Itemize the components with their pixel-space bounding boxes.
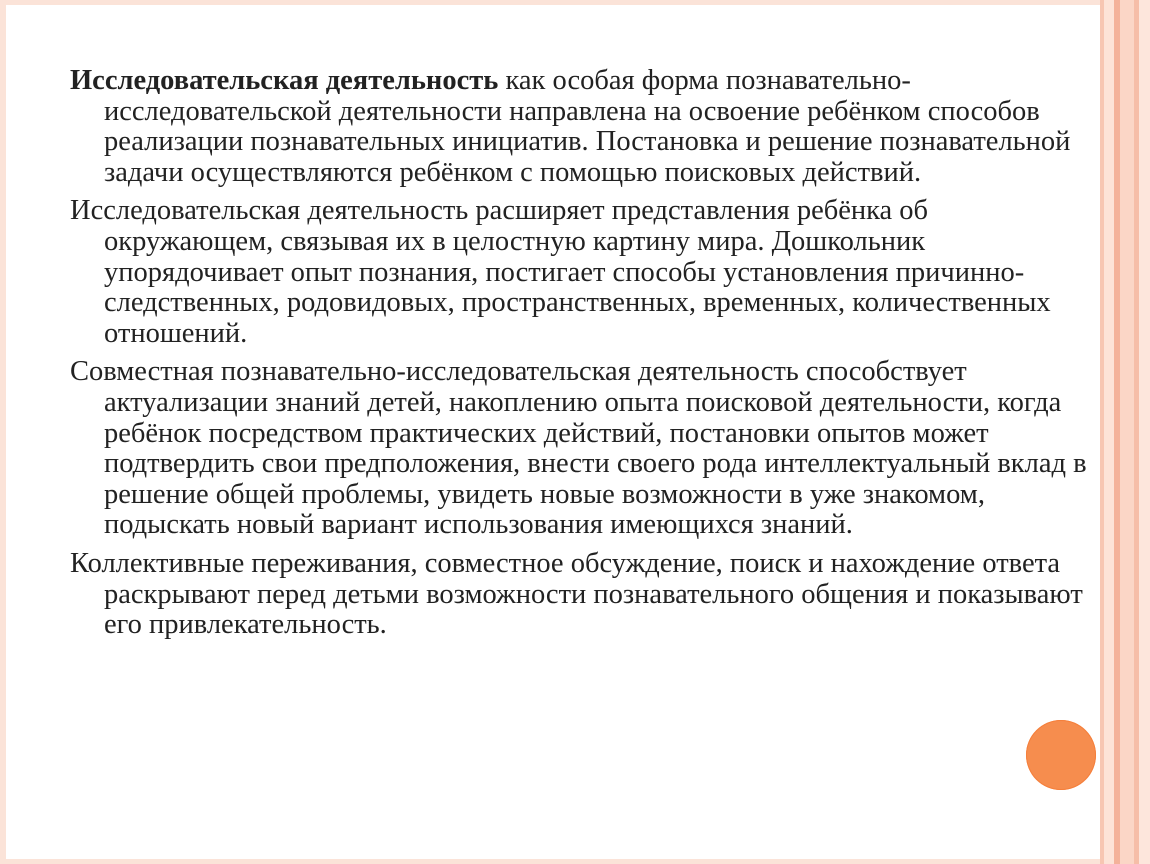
slide-body: [70, 66, 1090, 649]
frame-top-border: [0, 0, 1100, 5]
decor-stripe: [1139, 0, 1150, 864]
decor-stripe: [1120, 0, 1134, 864]
paragraph-1-text: как особая форма познавательно-исследовательской деятельности направлена на освоение ребёнком способов реализации познавательных инициатив. Постановка и решение познавательной задачи осуществляются ребёнком с помощью поисковых действий.: [104, 65, 1071, 188]
frame-bottom-border: [0, 859, 1100, 864]
paragraph-2: Исследовательская деятельность расширяет представления ребёнка об окружающем, связывая их в целостную картину мира. Дошкольник упорядочивает опыт познания, постигает способы установления причинно-следственных, родовидовых, пространственных, временных, количественных отношений.: [70, 195, 1051, 349]
paragraph-1-bold-lead: Исследовательская деятельность: [70, 65, 499, 96]
decor-stripe: [1104, 0, 1114, 864]
paragraph-3: Совместная познавательно-исследовательская деятельность способствует актуализации знаний детей, накоплению опыта поисковой деятельности, когда ребёнок посредством практических действий, постановки опытов может подтвердить свои предположения, внести своего рода интеллектуальный вклад в решение общей проблемы, увидеть новые возможности в уже знакомом, подыскать новый вариант использования имеющихся знаний.: [70, 356, 1087, 541]
paragraph-4: Коллективные переживания, совместное обсуждение, поиск и нахождение ответа раскрывают перед детьми возможности познавательного общения и показывают его привлекательность.: [70, 547, 1083, 641]
frame-left-border: [0, 0, 6, 864]
orange-circle-decoration: [1026, 720, 1096, 790]
paragraph-1: [70, 66, 1090, 188]
